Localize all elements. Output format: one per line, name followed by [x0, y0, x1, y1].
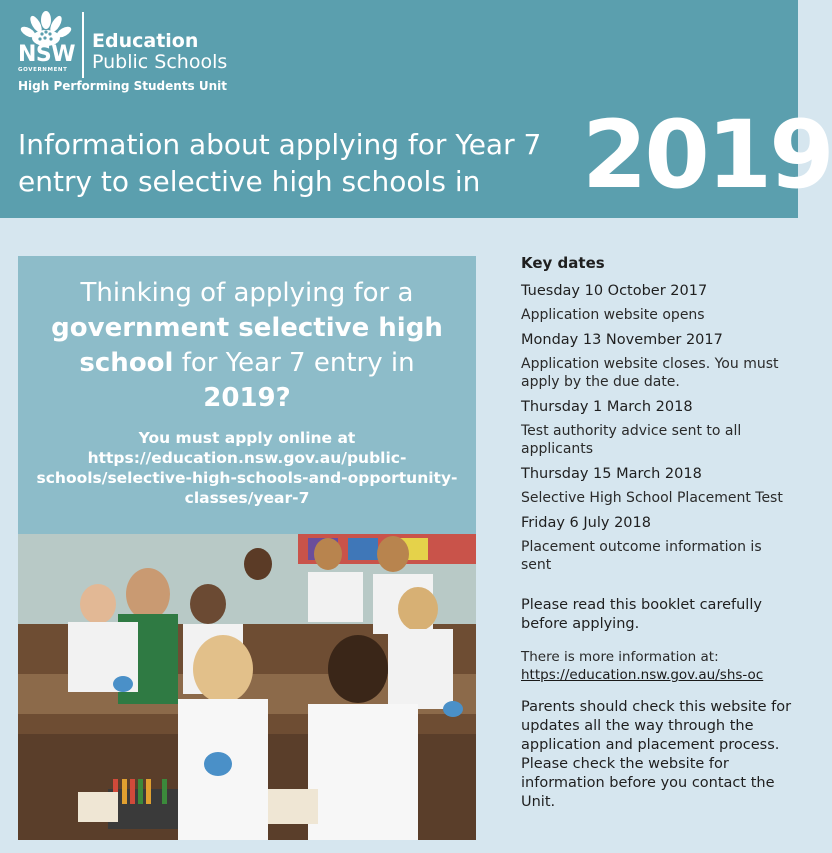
more-info-text: There is more information at:: [521, 649, 719, 665]
key-date: Monday 13 November 2017: [521, 332, 723, 348]
headline-year: 2019: [582, 101, 832, 210]
key-date-desc: Placement outcome information is sent: [521, 539, 762, 573]
callout-box: [18, 256, 476, 534]
logo-government: GOVERNMENT: [18, 67, 68, 73]
key-dates-panel: [521, 254, 793, 812]
key-date-desc: Selective High School Placement Test: [521, 490, 783, 506]
read-booklet-note: Please read this booklet carefully before applying.: [521, 597, 762, 632]
key-date-desc: Application website opens: [521, 307, 705, 323]
key-date: Friday 6 July 2018: [521, 515, 651, 531]
key-date-item: [521, 282, 793, 324]
key-date-desc: Test authority advice sent to all applicants: [521, 423, 742, 457]
logo-education: Education: [92, 30, 199, 52]
key-date-item: [521, 398, 793, 458]
key-date-item: [521, 331, 793, 391]
classroom-photo: [18, 534, 476, 840]
more-info-link[interactable]: https://education.nsw.gov.au/shs-oc: [521, 667, 764, 683]
key-date: Tuesday 10 October 2017: [521, 283, 708, 299]
unit-name: High Performing Students Unit: [18, 79, 228, 93]
logo-nsw: NSW: [18, 42, 76, 67]
key-dates-title: Key dates: [521, 254, 605, 272]
classroom-photo-icon: [18, 534, 476, 840]
key-date: Thursday 15 March 2018: [521, 466, 702, 482]
callout-question: Thinking of applying for a government selective high school for Year 7 entry in 2019?: [51, 278, 443, 413]
parents-note: Parents should check this website for updates all the way through the application and placement process. Please check the website for information before you contact the Unit.: [521, 699, 792, 810]
key-date-item: [521, 514, 793, 574]
apply-online-text: You must apply online at https://education.nsw.gov.au/public-schools/selective-high-schools-and-opportunity-classes/year-7: [36, 429, 458, 507]
key-date-desc: Application website closes. You must apply by the due date.: [521, 356, 779, 390]
key-date-item: [521, 465, 793, 507]
page-headline: Information about applying for Year 7 entry to selective high schools in: [18, 128, 542, 198]
logo-divider: [82, 12, 84, 78]
header-banner: [0, 0, 832, 218]
logo-public-schools: Public Schools: [92, 51, 228, 73]
key-date: Thursday 1 March 2018: [521, 399, 693, 415]
